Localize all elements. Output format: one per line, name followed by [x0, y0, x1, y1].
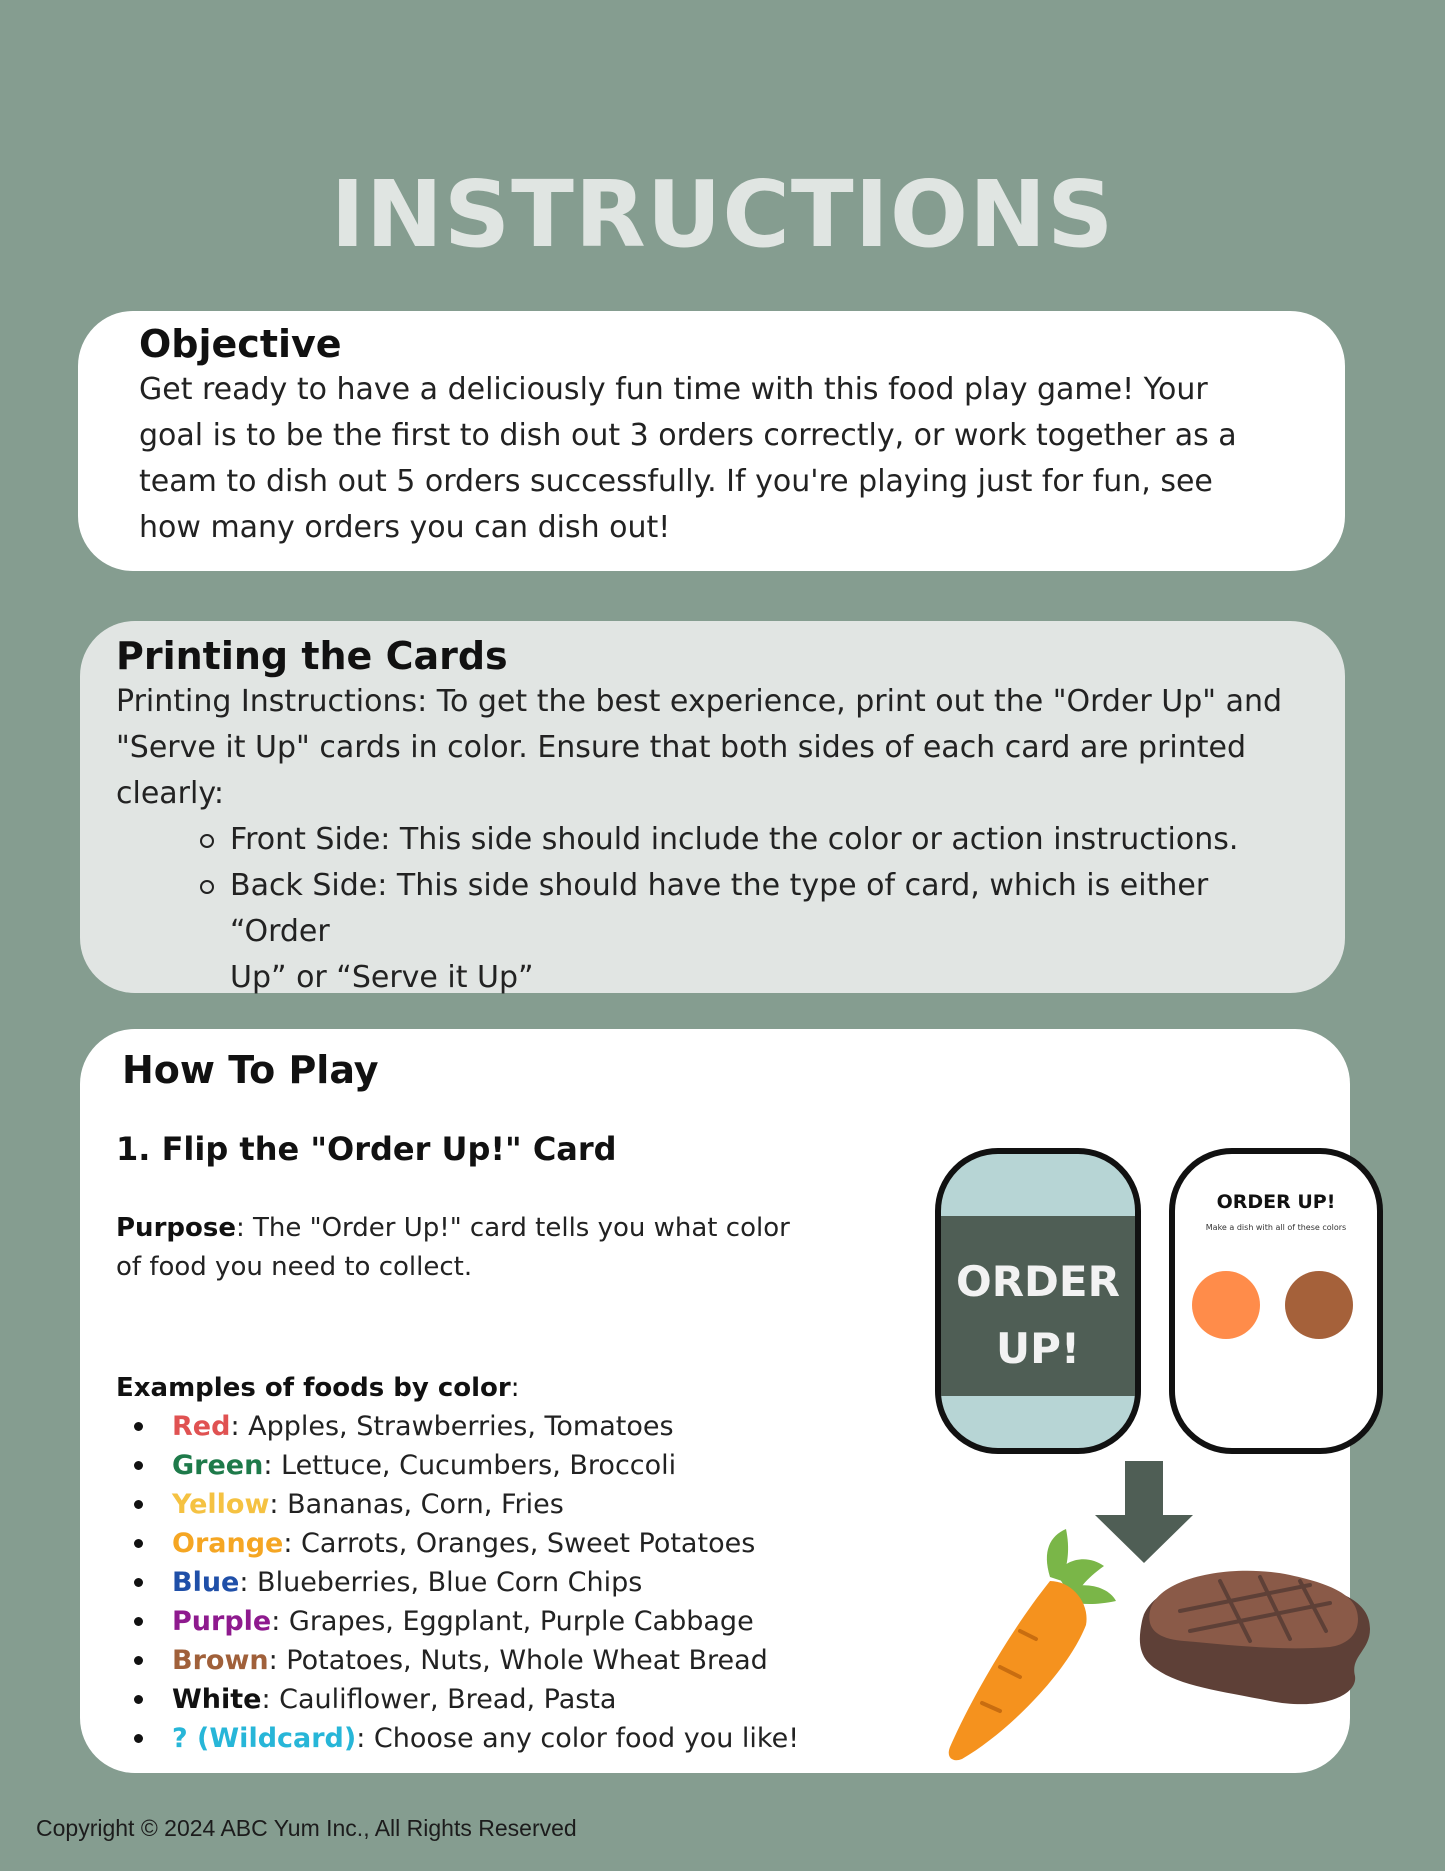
- card-front-subtitle: Make a dish with all of these colors: [1205, 1223, 1347, 1232]
- how-to-play-heading: How To Play: [122, 1048, 379, 1092]
- printing-line: "Serve it Up" cards in color. Ensure that both sides of each card are printed: [116, 730, 1247, 765]
- objective-line: goal is to be the first to dish out 3 orders correctly, or work together as a: [139, 418, 1237, 453]
- food-examples: : Potatoes, Nuts, Whole Wheat Bread: [268, 1645, 768, 1676]
- food-examples: : Lettuce, Cucumbers, Broccoli: [263, 1450, 677, 1481]
- printing-line: Printing Instructions: To get the best experience, print out the "Order Up" and: [116, 684, 1283, 719]
- food-color-item: [116, 1446, 799, 1485]
- printing-side-item: [230, 863, 1315, 955]
- arrow-down-icon: [1095, 1461, 1193, 1563]
- page-title: INSTRUCTIONS: [330, 161, 1115, 268]
- objective-heading: Objective: [139, 322, 342, 366]
- food-color-item: [116, 1602, 799, 1641]
- printing-line: clearly:: [116, 776, 225, 811]
- copyright-footer: Copyright © 2024 ABC Yum Inc., All Rights Reserved: [36, 1815, 577, 1841]
- order-up-illustration: [850, 1111, 1347, 1711]
- bullet-icon: [134, 1539, 143, 1548]
- objective-line: team to dish out 5 orders successfully. If you're playing just for fun, see: [139, 464, 1213, 499]
- card-back-line1: ORDER: [956, 1257, 1120, 1306]
- food-color-list: [116, 1407, 799, 1758]
- purpose-label: Purpose: [116, 1213, 236, 1243]
- printing-side-item: [230, 817, 1315, 863]
- food-color-name: ? (Wildcard): [172, 1723, 357, 1754]
- circle-bullet-icon: [200, 834, 214, 848]
- printing-card: [80, 621, 1345, 993]
- food-color-item: [116, 1680, 799, 1719]
- examples-label: Examples of foods by color: [116, 1373, 511, 1403]
- bullet-icon: [134, 1422, 143, 1431]
- food-color-item: [116, 1641, 799, 1680]
- printing-side-item-continued: [230, 955, 1315, 1001]
- carrot-icon: [949, 1529, 1116, 1760]
- food-color-item: [116, 1563, 799, 1602]
- step-title: 1. Flip the "Order Up!" Card: [116, 1130, 617, 1168]
- printing-heading: Printing the Cards: [116, 634, 508, 678]
- printing-side-text: Up” or “Serve it Up”: [230, 960, 534, 995]
- food-examples: : Choose any color food you like!: [356, 1723, 800, 1754]
- objective-line: how many orders you can dish out!: [139, 510, 671, 545]
- food-color-name: Yellow: [172, 1489, 270, 1520]
- printing-side-list: [116, 817, 1315, 1001]
- printing-side-text: Front Side: This side should include the color or action instructions.: [230, 822, 1239, 857]
- food-examples: : Bananas, Corn, Fries: [269, 1489, 564, 1520]
- card-front-title: ORDER UP!: [1216, 1191, 1336, 1213]
- order-up-card-back: [938, 1151, 1138, 1451]
- food-examples: : Blueberries, Blue Corn Chips: [239, 1567, 643, 1598]
- bullet-icon: [134, 1461, 143, 1470]
- food-color-item: [116, 1407, 799, 1446]
- bullet-icon: [134, 1656, 143, 1665]
- circle-bullet-icon: [200, 880, 214, 894]
- bullet-icon: [134, 1578, 143, 1587]
- how-to-play-card: [80, 1029, 1350, 1773]
- bullet-icon: [134, 1695, 143, 1704]
- food-color-name: Red: [172, 1411, 231, 1442]
- printing-side-text: Back Side: This side should have the type of card, which is either “Order: [230, 868, 1209, 949]
- examples-colon: :: [510, 1373, 520, 1403]
- color-dot-brown: [1285, 1271, 1353, 1339]
- purpose-description: : The "Order Up!" card tells you what color: [235, 1213, 790, 1243]
- food-color-item: [116, 1524, 799, 1563]
- food-color-name: Blue: [172, 1567, 240, 1598]
- bullet-icon: [134, 1500, 143, 1509]
- food-examples: : Carrots, Oranges, Sweet Potatoes: [283, 1528, 756, 1559]
- food-color-name: White: [172, 1684, 262, 1715]
- food-examples: : Cauliflower, Bread, Pasta: [261, 1684, 617, 1715]
- card-back-line2: UP!: [995, 1324, 1081, 1373]
- bullet-icon: [134, 1617, 143, 1626]
- food-color-item: [116, 1719, 799, 1758]
- food-examples: : Grapes, Eggplant, Purple Cabbage: [271, 1606, 754, 1637]
- food-color-name: Brown: [172, 1645, 269, 1676]
- objective-line: Get ready to have a deliciously fun time with this food play game! Your: [139, 372, 1208, 407]
- food-color-name: Purple: [172, 1606, 272, 1637]
- food-examples: : Apples, Strawberries, Tomatoes: [230, 1411, 674, 1442]
- steak-icon: [1140, 1571, 1370, 1704]
- purpose-text: [116, 1209, 836, 1287]
- purpose-description-2: of food you need to collect.: [116, 1252, 473, 1282]
- objective-card: [78, 311, 1345, 571]
- examples-heading: [116, 1369, 520, 1407]
- order-up-card-front: [1172, 1151, 1380, 1451]
- bullet-icon: [134, 1734, 143, 1743]
- color-dot-orange: [1192, 1271, 1260, 1339]
- food-color-item: [116, 1485, 799, 1524]
- food-color-name: Orange: [172, 1528, 284, 1559]
- food-color-name: Green: [172, 1450, 264, 1481]
